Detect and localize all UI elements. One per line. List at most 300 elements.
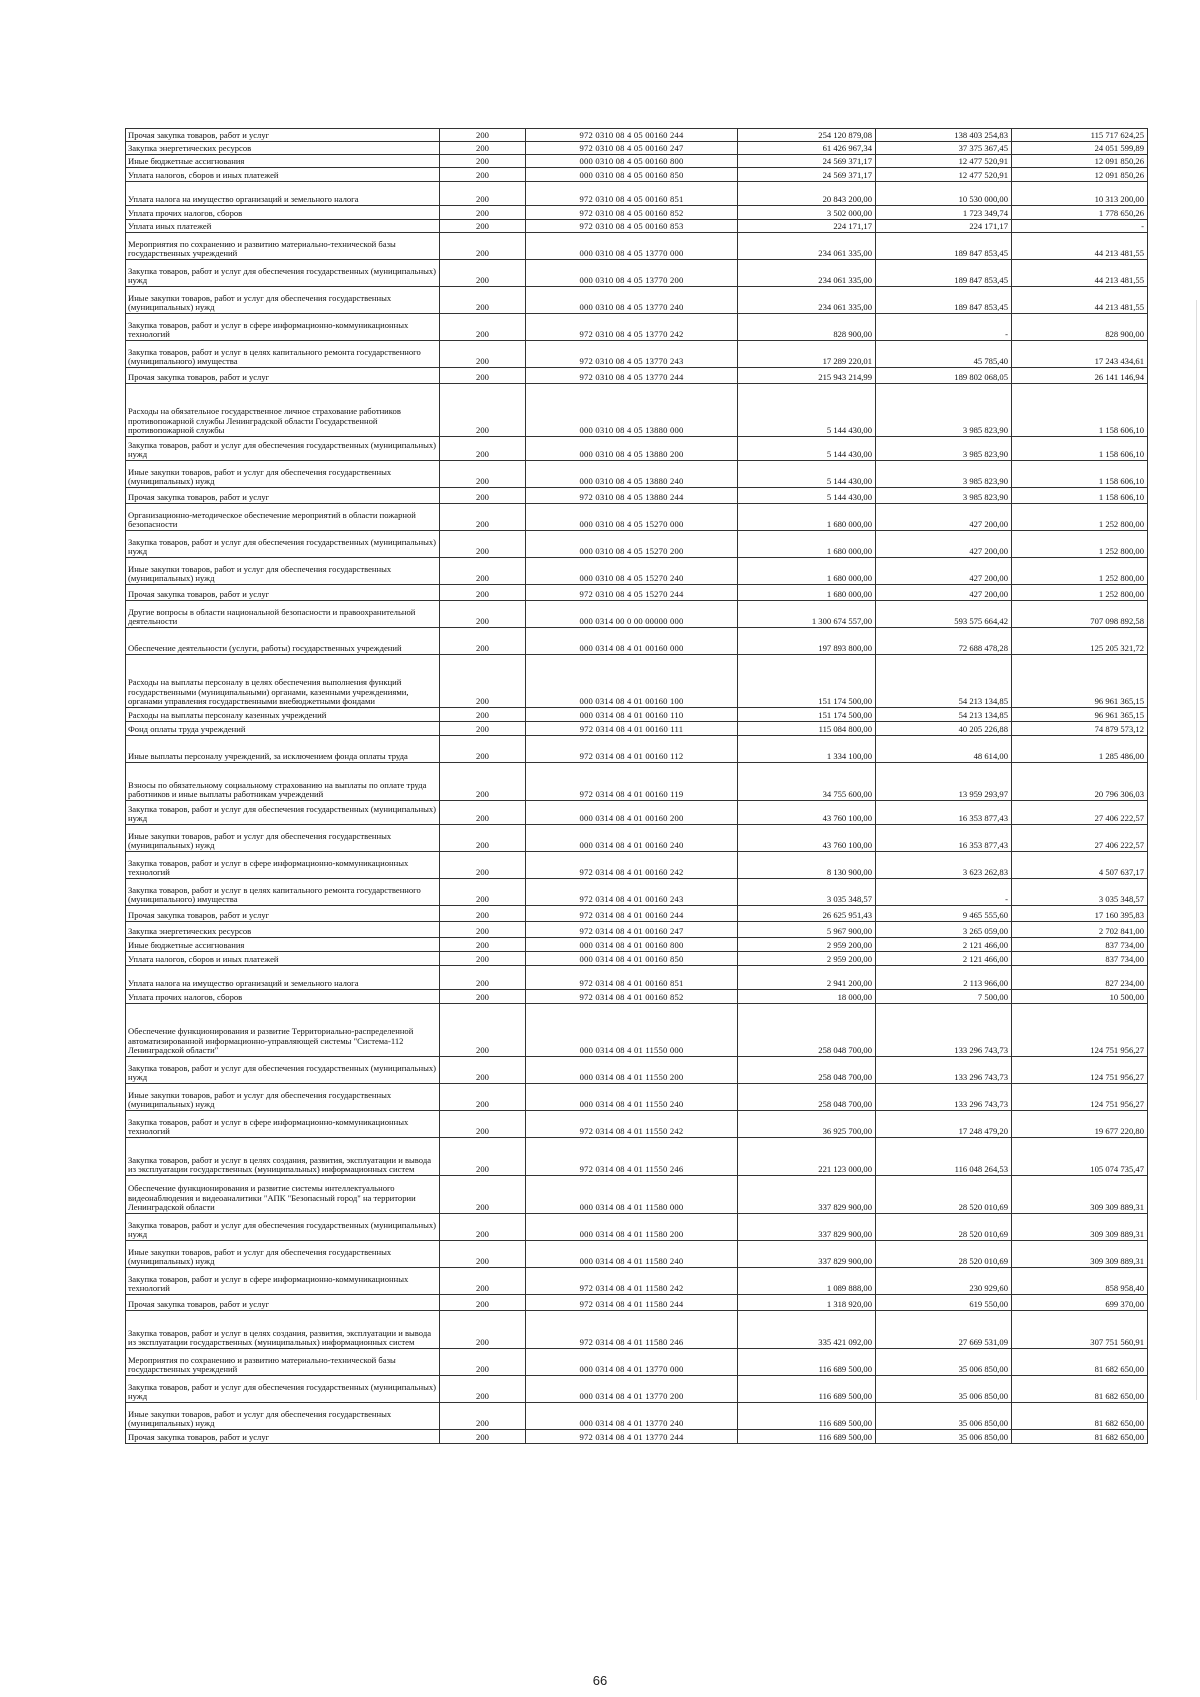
cell-v2: 3 985 823,90 [876, 461, 1012, 488]
cell-v1: 234 061 335,00 [738, 233, 876, 260]
table-body [126, 129, 1148, 1444]
cell-code: 200 [440, 1111, 526, 1138]
cell-name: Закупка энергетических ресурсов [126, 142, 440, 155]
cell-v1: 221 123 000,00 [738, 1138, 876, 1176]
cell-code: 200 [440, 938, 526, 952]
cell-v1: 197 893 800,00 [738, 628, 876, 655]
cell-v2: 12 477 520,91 [876, 168, 1012, 182]
cell-v2: 619 550,00 [876, 1295, 1012, 1311]
cell-v1: 116 689 500,00 [738, 1403, 876, 1430]
cell-v3: 307 751 560,91 [1012, 1311, 1148, 1349]
cell-name: Фонд оплаты труда учреждений [126, 722, 440, 736]
cell-v1: 1 680 000,00 [738, 504, 876, 531]
cell-v1: 2 959 200,00 [738, 938, 876, 952]
table-row [126, 1176, 1148, 1214]
table-row [126, 1084, 1148, 1111]
table-row [126, 922, 1148, 938]
cell-v3: 1 252 800,00 [1012, 585, 1148, 601]
cell-code: 200 [440, 437, 526, 461]
cell-v3: 81 682 650,00 [1012, 1376, 1148, 1403]
cell-code: 200 [440, 531, 526, 558]
cell-v2: 189 847 853,45 [876, 287, 1012, 314]
cell-v1: 61 426 967,34 [738, 142, 876, 155]
cell-kbk: 972 0310 08 4 05 00160 247 [526, 142, 738, 155]
cell-v1: 258 048 700,00 [738, 1004, 876, 1057]
cell-name: Иные закупки товаров, работ и услуг для обеспечения государственных (муниципальных) нужд [126, 1084, 440, 1111]
table-row [126, 585, 1148, 601]
cell-code: 200 [440, 558, 526, 585]
cell-kbk: 972 0310 08 4 05 13770 244 [526, 368, 738, 384]
cell-code: 200 [440, 220, 526, 233]
cell-v1: 26 625 951,43 [738, 906, 876, 922]
cell-v2: 16 353 877,43 [876, 825, 1012, 852]
cell-name: Прочая закупка товаров, работ и услуг [126, 129, 440, 142]
cell-v1: 3 502 000,00 [738, 206, 876, 220]
cell-v2: 12 477 520,91 [876, 155, 1012, 168]
cell-code: 200 [440, 852, 526, 879]
cell-v2: 28 520 010,69 [876, 1176, 1012, 1214]
cell-kbk: 972 0310 08 4 05 13880 244 [526, 488, 738, 504]
cell-code: 200 [440, 287, 526, 314]
cell-v3: 828 900,00 [1012, 314, 1148, 341]
cell-code: 200 [440, 601, 526, 628]
cell-v3: 4 507 637,17 [1012, 852, 1148, 879]
cell-v2: 9 465 555,60 [876, 906, 1012, 922]
cell-v2: 1 723 349,74 [876, 206, 1012, 220]
table-row [126, 220, 1148, 233]
cell-name: Иные закупки товаров, работ и услуг для обеспечения государственных (муниципальных) нужд [126, 461, 440, 488]
cell-code: 200 [440, 1295, 526, 1311]
cell-v1: 5 144 430,00 [738, 384, 876, 437]
table-row [126, 461, 1148, 488]
cell-code: 200 [440, 1349, 526, 1376]
cell-name: Закупка товаров, работ и услуг для обеспечения государственных (муниципальных) нужд [126, 437, 440, 461]
cell-kbk: 972 0314 08 4 01 11550 246 [526, 1138, 738, 1176]
cell-v1: 17 289 220,01 [738, 341, 876, 368]
cell-name: Иные закупки товаров, работ и услуг для обеспечения государственных (муниципальных) нужд [126, 558, 440, 585]
cell-kbk: 000 0310 08 4 05 13770 000 [526, 233, 738, 260]
cell-name: Обеспечение функционирования и развитие Территориально-распределенной автоматизированной информационно-управляющей системы "Система-112 Ленинградской области" [126, 1004, 440, 1057]
cell-name: Закупка товаров, работ и услуг для обеспечения государственных (муниципальных) нужд [126, 1057, 440, 1084]
cell-v1: 1 680 000,00 [738, 585, 876, 601]
cell-code: 200 [440, 628, 526, 655]
table-row [126, 906, 1148, 922]
cell-code: 200 [440, 233, 526, 260]
cell-name: Закупка товаров, работ и услуг в целях капитального ремонта государственного (муниципального) имущества [126, 879, 440, 906]
cell-kbk: 000 0314 08 4 01 11580 000 [526, 1176, 738, 1214]
cell-v1: 254 120 879,08 [738, 129, 876, 142]
cell-kbk: 000 0310 08 4 05 13770 200 [526, 260, 738, 287]
cell-name: Закупка товаров, работ и услуг для обеспечения государственных (муниципальных) нужд [126, 801, 440, 825]
table-row [126, 314, 1148, 341]
cell-v3: 27 406 222,57 [1012, 825, 1148, 852]
cell-v2: 230 929,60 [876, 1268, 1012, 1295]
cell-code: 200 [440, 461, 526, 488]
cell-kbk: 972 0310 08 4 05 13770 242 [526, 314, 738, 341]
cell-kbk: 972 0310 08 4 05 13770 243 [526, 341, 738, 368]
cell-kbk: 000 0310 08 4 05 15270 200 [526, 531, 738, 558]
table-row [126, 384, 1148, 437]
cell-v2: 138 403 254,83 [876, 129, 1012, 142]
cell-name: Обеспечение функционирования и развитие системы интеллектуального видеонаблюдения и видеоаналитики "АПК "Безопасный город" на территории Ленинградской области [126, 1176, 440, 1214]
cell-v3: 3 035 348,57 [1012, 879, 1148, 906]
table-row [126, 1004, 1148, 1057]
cell-v2: 54 213 134,85 [876, 708, 1012, 722]
cell-v1: 1 334 100,00 [738, 736, 876, 763]
table-row [126, 1138, 1148, 1176]
cell-v1: 3 035 348,57 [738, 879, 876, 906]
cell-v1: 1 089 888,00 [738, 1268, 876, 1295]
cell-kbk: 000 0314 08 4 01 00160 110 [526, 708, 738, 722]
cell-v3: 1 252 800,00 [1012, 504, 1148, 531]
cell-v3: 309 309 889,31 [1012, 1241, 1148, 1268]
cell-v2: 35 006 850,00 [876, 1349, 1012, 1376]
cell-code: 200 [440, 129, 526, 142]
cell-kbk: 000 0310 08 4 05 13880 240 [526, 461, 738, 488]
table-row [126, 952, 1148, 966]
cell-v3: 81 682 650,00 [1012, 1403, 1148, 1430]
cell-kbk: 000 0310 08 4 05 00160 800 [526, 155, 738, 168]
cell-kbk: 972 0310 08 4 05 15270 244 [526, 585, 738, 601]
cell-kbk: 000 0310 08 4 05 13880 000 [526, 384, 738, 437]
cell-name: Прочая закупка товаров, работ и услуг [126, 1430, 440, 1444]
cell-code: 200 [440, 1214, 526, 1241]
cell-v1: 1 318 920,00 [738, 1295, 876, 1311]
cell-v2: 45 785,40 [876, 341, 1012, 368]
cell-v3: 827 234,00 [1012, 966, 1148, 990]
cell-v3: 74 879 573,12 [1012, 722, 1148, 736]
cell-v2: - [876, 879, 1012, 906]
cell-name: Закупка товаров, работ и услуг в целях капитального ремонта государственного (муниципального) имущества [126, 341, 440, 368]
cell-v1: 43 760 100,00 [738, 825, 876, 852]
cell-v1: 1 300 674 557,00 [738, 601, 876, 628]
cell-kbk: 972 0314 08 4 01 00160 243 [526, 879, 738, 906]
cell-name: Мероприятия по сохранению и развитию материально-технической базы государственных учреждений [126, 1349, 440, 1376]
cell-v3: 81 682 650,00 [1012, 1430, 1148, 1444]
table-row [126, 142, 1148, 155]
cell-kbk: 000 0310 08 4 05 13770 240 [526, 287, 738, 314]
cell-v2: 16 353 877,43 [876, 801, 1012, 825]
cell-v1: 5 967 900,00 [738, 922, 876, 938]
cell-name: Иные выплаты персоналу учреждений, за исключением фонда оплаты труда [126, 736, 440, 763]
cell-v3: 1 285 486,00 [1012, 736, 1148, 763]
cell-v3: 1 158 606,10 [1012, 488, 1148, 504]
cell-v2: 13 959 293,97 [876, 763, 1012, 801]
cell-name: Иные бюджетные ассигнования [126, 155, 440, 168]
cell-v1: 116 689 500,00 [738, 1349, 876, 1376]
cell-v2: 2 121 466,00 [876, 938, 1012, 952]
cell-name: Иные закупки товаров, работ и услуг для обеспечения государственных (муниципальных) нужд [126, 287, 440, 314]
table-row [126, 801, 1148, 825]
cell-v3: 837 734,00 [1012, 952, 1148, 966]
cell-code: 200 [440, 155, 526, 168]
cell-v3: 699 370,00 [1012, 1295, 1148, 1311]
cell-name: Прочая закупка товаров, работ и услуг [126, 585, 440, 601]
table-row [126, 287, 1148, 314]
cell-code: 200 [440, 168, 526, 182]
cell-v1: 43 760 100,00 [738, 801, 876, 825]
cell-code: 200 [440, 260, 526, 287]
table-row [126, 504, 1148, 531]
cell-v1: 234 061 335,00 [738, 287, 876, 314]
cell-v1: 234 061 335,00 [738, 260, 876, 287]
table-row [126, 879, 1148, 906]
cell-code: 200 [440, 488, 526, 504]
cell-v1: 18 000,00 [738, 990, 876, 1004]
cell-v1: 115 084 800,00 [738, 722, 876, 736]
cell-kbk: 000 0314 08 4 01 11550 000 [526, 1004, 738, 1057]
cell-v1: 2 941 200,00 [738, 966, 876, 990]
cell-code: 200 [440, 1430, 526, 1444]
cell-kbk: 000 0314 08 4 01 00160 200 [526, 801, 738, 825]
cell-v2: 133 296 743,73 [876, 1084, 1012, 1111]
cell-name: Уплата прочих налогов, сборов [126, 206, 440, 220]
cell-v1: 1 680 000,00 [738, 531, 876, 558]
cell-kbk: 000 0314 08 4 01 13770 240 [526, 1403, 738, 1430]
cell-v3: 20 796 306,03 [1012, 763, 1148, 801]
cell-name: Закупка товаров, работ и услуг в сфере информационно-коммуникационных технологий [126, 852, 440, 879]
cell-v3: 858 958,40 [1012, 1268, 1148, 1295]
cell-v1: 337 829 900,00 [738, 1176, 876, 1214]
cell-v2: 427 200,00 [876, 558, 1012, 585]
cell-v1: 258 048 700,00 [738, 1057, 876, 1084]
cell-v3: 44 213 481,55 [1012, 260, 1148, 287]
cell-name: Уплата налогов, сборов и иных платежей [126, 168, 440, 182]
cell-code: 200 [440, 1268, 526, 1295]
cell-v2: 17 248 479,20 [876, 1111, 1012, 1138]
cell-code: 200 [440, 504, 526, 531]
cell-code: 200 [440, 736, 526, 763]
cell-code: 200 [440, 655, 526, 708]
cell-v3: 1 158 606,10 [1012, 461, 1148, 488]
cell-name: Закупка товаров, работ и услуг в сфере информационно-коммуникационных технологий [126, 1268, 440, 1295]
cell-v3: 96 961 365,15 [1012, 655, 1148, 708]
cell-code: 200 [440, 990, 526, 1004]
cell-v3: 124 751 956,27 [1012, 1084, 1148, 1111]
cell-v1: 151 174 500,00 [738, 655, 876, 708]
cell-name: Иные закупки товаров, работ и услуг для обеспечения государственных (муниципальных) нужд [126, 1403, 440, 1430]
cell-kbk: 000 0310 08 4 05 15270 000 [526, 504, 738, 531]
cell-v3: 44 213 481,55 [1012, 287, 1148, 314]
cell-name: Закупка товаров, работ и услуг в сфере информационно-коммуникационных технологий [126, 314, 440, 341]
cell-v1: 258 048 700,00 [738, 1084, 876, 1111]
cell-name: Закупка товаров, работ и услуг для обеспечения государственных (муниципальных) нужд [126, 1376, 440, 1403]
cell-kbk: 972 0314 08 4 01 00160 244 [526, 906, 738, 922]
cell-name: Закупка товаров, работ и услуг в целях создания, развития, эксплуатации и вывода из эксплуатации государственных (муниципальных) информационных систем [126, 1311, 440, 1349]
cell-name: Прочая закупка товаров, работ и услуг [126, 906, 440, 922]
cell-code: 200 [440, 384, 526, 437]
table-row [126, 708, 1148, 722]
cell-kbk: 972 0314 08 4 01 00160 242 [526, 852, 738, 879]
cell-code: 200 [440, 341, 526, 368]
cell-name: Закупка товаров, работ и услуг в сфере информационно-коммуникационных технологий [126, 1111, 440, 1138]
cell-v1: 1 680 000,00 [738, 558, 876, 585]
table-row [126, 233, 1148, 260]
cell-v2: 189 847 853,45 [876, 260, 1012, 287]
cell-code: 200 [440, 722, 526, 736]
cell-code: 200 [440, 763, 526, 801]
cell-code: 200 [440, 922, 526, 938]
cell-v1: 215 943 214,99 [738, 368, 876, 384]
table-row [126, 531, 1148, 558]
cell-v1: 337 829 900,00 [738, 1214, 876, 1241]
cell-kbk: 972 0310 08 4 05 00160 853 [526, 220, 738, 233]
cell-name: Расходы на выплаты персоналу в целях обеспечения выполнения функций государственными (муниципальными) органами, казенными учреждениями, органами управления государственными внебюджетными фондами [126, 655, 440, 708]
cell-code: 200 [440, 906, 526, 922]
cell-v3: 115 717 624,25 [1012, 129, 1148, 142]
page-number: 66 [592, 1673, 608, 1688]
cell-v1: 335 421 092,00 [738, 1311, 876, 1349]
cell-v2: 133 296 743,73 [876, 1004, 1012, 1057]
cell-v1: 151 174 500,00 [738, 708, 876, 722]
cell-code: 200 [440, 825, 526, 852]
cell-v2: - [876, 314, 1012, 341]
cell-name: Уплата иных платежей [126, 220, 440, 233]
cell-v2: 427 200,00 [876, 585, 1012, 601]
cell-name: Обеспечение деятельности (услуги, работы) государственных учреждений [126, 628, 440, 655]
cell-kbk: 972 0310 08 4 05 00160 851 [526, 182, 738, 206]
cell-name: Расходы на обязательное государственное личное страхование работников противопожарной службы Ленинградской области Государственной противопожарной службы [126, 384, 440, 437]
cell-kbk: 972 0314 08 4 01 00160 851 [526, 966, 738, 990]
cell-name: Взносы по обязательному социальному страхованию на выплаты по оплате труда работников и иные выплаты работникам учреждений [126, 763, 440, 801]
cell-kbk: 972 0310 08 4 05 00160 244 [526, 129, 738, 142]
cell-v3: 17 160 395,83 [1012, 906, 1148, 922]
cell-v1: 5 144 430,00 [738, 488, 876, 504]
cell-kbk: 972 0314 08 4 01 00160 119 [526, 763, 738, 801]
cell-code: 200 [440, 142, 526, 155]
cell-kbk: 000 0314 08 4 01 00160 850 [526, 952, 738, 966]
cell-v3: 24 051 599,89 [1012, 142, 1148, 155]
cell-v1: 116 689 500,00 [738, 1430, 876, 1444]
cell-name: Закупка энергетических ресурсов [126, 922, 440, 938]
cell-v3: 19 677 220,80 [1012, 1111, 1148, 1138]
budget-execution-table [125, 128, 1148, 1444]
cell-v1: 24 569 371,17 [738, 168, 876, 182]
cell-v3: 12 091 850,26 [1012, 155, 1148, 168]
cell-v1: 20 843 200,00 [738, 182, 876, 206]
cell-code: 200 [440, 966, 526, 990]
table-row [126, 763, 1148, 801]
cell-code: 200 [440, 585, 526, 601]
cell-v2: 35 006 850,00 [876, 1403, 1012, 1430]
cell-v2: 3 985 823,90 [876, 384, 1012, 437]
cell-v3: - [1012, 220, 1148, 233]
table-row [126, 488, 1148, 504]
cell-code: 200 [440, 182, 526, 206]
cell-code: 200 [440, 1004, 526, 1057]
cell-name: Другие вопросы в области национальной безопасности и правоохранительной деятельности [126, 601, 440, 628]
cell-v1: 5 144 430,00 [738, 437, 876, 461]
cell-v3: 17 243 434,61 [1012, 341, 1148, 368]
cell-kbk: 972 0314 08 4 01 00160 112 [526, 736, 738, 763]
cell-v3: 309 309 889,31 [1012, 1214, 1148, 1241]
table-row [126, 938, 1148, 952]
cell-v2: 35 006 850,00 [876, 1430, 1012, 1444]
cell-v2: 133 296 743,73 [876, 1057, 1012, 1084]
cell-code: 200 [440, 1057, 526, 1084]
cell-name: Прочая закупка товаров, работ и услуг [126, 488, 440, 504]
table-row [126, 825, 1148, 852]
table-row [126, 628, 1148, 655]
cell-v3: 1 778 650,26 [1012, 206, 1148, 220]
cell-kbk: 972 0314 08 4 01 00160 247 [526, 922, 738, 938]
cell-v3: 44 213 481,55 [1012, 233, 1148, 260]
cell-v3: 1 252 800,00 [1012, 558, 1148, 585]
cell-v3: 12 091 850,26 [1012, 168, 1148, 182]
cell-kbk: 972 0314 08 4 01 00160 852 [526, 990, 738, 1004]
table-row [126, 1268, 1148, 1295]
cell-v2: 427 200,00 [876, 531, 1012, 558]
cell-kbk: 000 0310 08 4 05 00160 850 [526, 168, 738, 182]
table-row [126, 1057, 1148, 1084]
cell-kbk: 972 0314 08 4 01 13770 244 [526, 1430, 738, 1444]
cell-v3: 125 205 321,72 [1012, 628, 1148, 655]
cell-v2: 224 171,17 [876, 220, 1012, 233]
cell-name: Организационно-методическое обеспечение мероприятий в области пожарной безопасности [126, 504, 440, 531]
table-row [126, 1376, 1148, 1403]
cell-v2: 7 500,00 [876, 990, 1012, 1004]
cell-v1: 2 959 200,00 [738, 952, 876, 966]
cell-v1: 224 171,17 [738, 220, 876, 233]
cell-v2: 27 669 531,09 [876, 1311, 1012, 1349]
cell-code: 200 [440, 952, 526, 966]
budget-table-sheet [125, 128, 1147, 1444]
cell-name: Закупка товаров, работ и услуг для обеспечения государственных (муниципальных) нужд [126, 260, 440, 287]
cell-v2: 189 847 853,45 [876, 233, 1012, 260]
cell-v2: 37 375 367,45 [876, 142, 1012, 155]
cell-name: Прочая закупка товаров, работ и услуг [126, 368, 440, 384]
cell-v1: 116 689 500,00 [738, 1376, 876, 1403]
cell-v2: 28 520 010,69 [876, 1241, 1012, 1268]
cell-code: 200 [440, 1084, 526, 1111]
cell-code: 200 [440, 708, 526, 722]
cell-v3: 96 961 365,15 [1012, 708, 1148, 722]
cell-code: 200 [440, 879, 526, 906]
cell-kbk: 000 0314 08 4 01 00160 000 [526, 628, 738, 655]
cell-code: 200 [440, 1138, 526, 1176]
cell-v2: 40 205 226,88 [876, 722, 1012, 736]
table-row [126, 990, 1148, 1004]
cell-name: Прочая закупка товаров, работ и услуг [126, 1295, 440, 1311]
cell-name: Иные закупки товаров, работ и услуг для обеспечения государственных (муниципальных) нужд [126, 1241, 440, 1268]
cell-kbk: 972 0314 08 4 01 11580 242 [526, 1268, 738, 1295]
table-row [126, 1241, 1148, 1268]
cell-v3: 10 500,00 [1012, 990, 1148, 1004]
cell-name: Иные закупки товаров, работ и услуг для обеспечения государственных (муниципальных) нужд [126, 825, 440, 852]
cell-v2: 35 006 850,00 [876, 1376, 1012, 1403]
cell-v1: 8 130 900,00 [738, 852, 876, 879]
cell-v3: 124 751 956,27 [1012, 1057, 1148, 1084]
table-row [126, 182, 1148, 206]
cell-kbk: 972 0310 08 4 05 00160 852 [526, 206, 738, 220]
cell-kbk: 972 0314 08 4 01 11580 246 [526, 1311, 738, 1349]
table-row [126, 722, 1148, 736]
table-row [126, 1349, 1148, 1376]
cell-v3: 309 309 889,31 [1012, 1176, 1148, 1214]
table-row [126, 1214, 1148, 1241]
table-row [126, 368, 1148, 384]
cell-name: Уплата прочих налогов, сборов [126, 990, 440, 1004]
cell-code: 200 [440, 368, 526, 384]
cell-name: Иные бюджетные ассигнования [126, 938, 440, 952]
cell-kbk: 000 0314 08 4 01 11580 200 [526, 1214, 738, 1241]
cell-code: 200 [440, 1176, 526, 1214]
cell-v3: 1 158 606,10 [1012, 384, 1148, 437]
cell-v2: 3 265 059,00 [876, 922, 1012, 938]
cell-name: Расходы на выплаты персоналу казенных учреждений [126, 708, 440, 722]
table-row [126, 260, 1148, 287]
table-row [126, 852, 1148, 879]
